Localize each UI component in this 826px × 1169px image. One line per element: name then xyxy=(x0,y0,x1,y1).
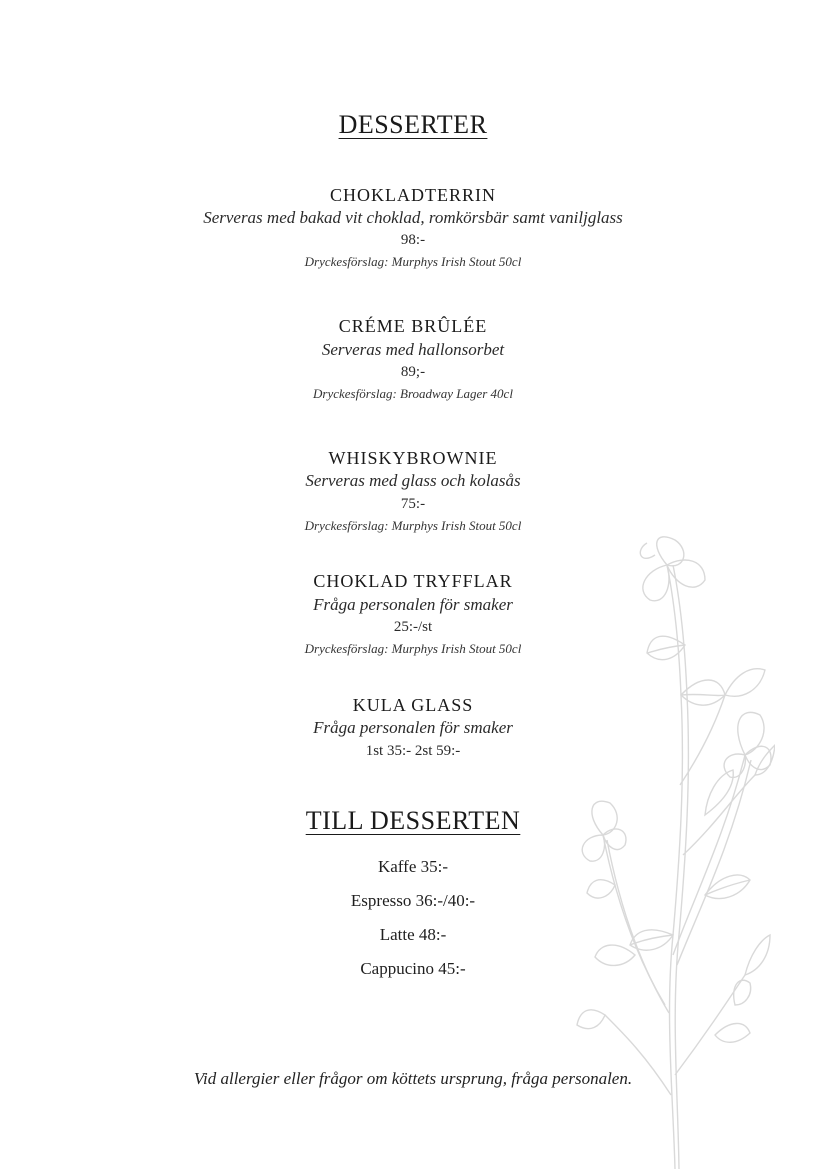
dessert-item-price: 25:-/st xyxy=(393,619,433,635)
dessert-item-drink-suggestion: Dryckesförslag: Murphys Irish Stout 50cl xyxy=(304,518,522,533)
dessert-item-name: CHOKLAD TRYFFLAR xyxy=(313,571,513,591)
dessert-item-drink-suggestion: Dryckesförslag: Murphys Irish Stout 50cl xyxy=(304,254,522,269)
dessert-item-name: KULA GLASS xyxy=(352,695,474,715)
dessert-item-description: Fråga personalen för smaker xyxy=(313,595,513,614)
dessert-item-drink-suggestion: Dryckesförslag: Murphys Irish Stout 50cl xyxy=(304,641,522,656)
dessert-item-price: 98:- xyxy=(400,232,426,248)
dessert-item-description: Serveras med bakad vit choklad, romkörsbär samt vaniljglass xyxy=(203,208,623,227)
dessert-item-drink-suggestion: Dryckesförslag: Broadway Lager 40cl xyxy=(313,386,513,401)
till-desserten-heading: TILL DESSERTEN xyxy=(305,806,521,835)
dessert-item-name: CRÉME BRÛLÉE xyxy=(338,316,488,336)
desserts-heading: DESSERTER xyxy=(338,110,488,139)
drink-list-item: Latte 48:- xyxy=(379,925,447,944)
dessert-item-name: CHOKLADTERRIN xyxy=(330,185,496,205)
dessert-item-price: 89;- xyxy=(400,364,426,380)
drink-list-item: Kaffe 35:- xyxy=(377,857,449,876)
drink-list-item: Cappucino 45:- xyxy=(360,959,466,978)
dessert-item-price: 75:- xyxy=(400,496,426,512)
dessert-item-name: WHISKYBROWNIE xyxy=(328,448,498,468)
allergy-note: Vid allergier eller frågor om köttets ursprung, fråga personalen. xyxy=(193,1069,633,1088)
dessert-item-description: Fråga personalen för smaker xyxy=(313,718,513,737)
drink-list-item: Espresso 36:-/40:- xyxy=(350,891,476,910)
dessert-item-description: Serveras med hallonsorbet xyxy=(321,340,505,359)
dessert-item-description: Serveras med glass och kolasås xyxy=(305,471,521,490)
dessert-item-price: 1st 35:- 2st 59:- xyxy=(365,743,461,759)
